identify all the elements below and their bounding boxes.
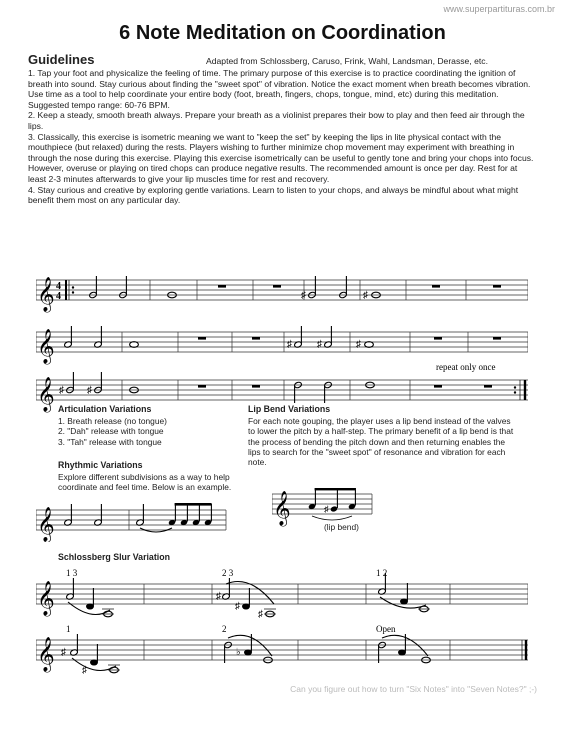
whole-note (365, 342, 374, 348)
guideline-2: 2. Keep a steady, smooth breath always. Prepare your breath as a violinist prepares their bow to play and then feed air through the lips. (28, 110, 525, 131)
lipbend-caption: (lip bend) (324, 522, 359, 532)
treble-clef-icon: 𝄞 (37, 637, 55, 672)
fingering-label: 1 3 (66, 568, 78, 578)
fingering-label: 1 (66, 624, 71, 634)
rhythm-example-staff (36, 500, 236, 542)
sharp-icon: ♯ (216, 591, 221, 602)
treble-clef-icon: 𝄞 (37, 581, 55, 616)
rhythmic-heading: Rhythmic Variations (58, 460, 143, 470)
articulation-heading: Articulation Variations (58, 404, 152, 414)
open-label: Open (376, 624, 396, 634)
sharp-icon: ♯ (301, 290, 306, 301)
slur-staff-2 (36, 620, 528, 680)
whole-rest (252, 385, 260, 388)
whole-rest (493, 337, 501, 340)
lipbend-heading: Lip Bend Variations (248, 404, 331, 414)
fingering-label: 1 2 (376, 568, 388, 578)
flat-icon: ♭ (236, 647, 241, 658)
whole-rest (198, 385, 206, 388)
slur-staff-1 (36, 564, 528, 624)
whole-rest (434, 385, 442, 388)
treble-clef-icon: 𝄞 (37, 377, 55, 412)
list-item: 3. "Tah" release with tongue (58, 436, 162, 447)
whole-rest (434, 337, 442, 340)
sharp-icon: ♯ (87, 385, 92, 396)
sharp-icon: ♯ (258, 609, 263, 620)
whole-rest (484, 385, 492, 388)
treble-clef-icon: 𝄞 (37, 329, 55, 364)
whole-rest (218, 285, 226, 288)
guidelines-heading: Guidelines (28, 52, 95, 67)
list-item: 2. "Dah" release with tongue (58, 426, 164, 437)
time-signature-bottom: 4 (56, 291, 61, 302)
whole-rest (198, 337, 206, 340)
sharp-icon: ♯ (61, 647, 66, 658)
sharp-icon: ♯ (235, 601, 240, 612)
treble-clef-icon: 𝄞 (37, 507, 55, 542)
whole-rest (432, 285, 440, 288)
sharp-icon: ♯ (356, 339, 361, 350)
page-title: 6 Note Meditation on Coordination (119, 22, 446, 44)
lipbend-text: For each note gouping, the player uses a lip bend instead of the valves to lower the pitch by a half-step. The primary benefit of a lip bend is that the process of bending the pitch down and then returning enables the lips to search for the "sweet spot" of resonance and vibration for each note. (248, 416, 514, 468)
music-staff-1 (36, 270, 528, 318)
fingering-label: 2 (222, 624, 227, 634)
fingering-label: 2 3 (222, 568, 234, 578)
articulation-list (58, 416, 167, 447)
sharp-icon: ♯ (287, 339, 292, 350)
whole-note (130, 342, 139, 348)
sharp-icon: ♯ (59, 385, 64, 396)
time-signature-top: 4 (56, 281, 61, 292)
guidelines-body (28, 68, 536, 206)
list-item: 1. Breath release (no tongue) (58, 416, 167, 426)
sharp-icon: ♯ (317, 339, 322, 350)
sharp-icon: ♯ (82, 665, 87, 676)
footer-note: Can you figure out how to turn "Six Notes" into "Seven Notes?" ;-) (290, 684, 537, 694)
repeat-instruction: repeat only once (436, 362, 496, 372)
watermark: www.superpartituras.com.br (443, 4, 555, 14)
whole-rest (252, 337, 260, 340)
adapted-note: Adapted from Schlossberg, Caruso, Frink, Wahl, Landsman, Derasse, etc. (206, 56, 488, 66)
whole-rest (273, 285, 281, 288)
guideline-1: 1. Tap your foot and physicalize the feeling of time. The primary purpose of this exercise is to practice coordinating the ignition of breath into sound. Stay curious about finding the "sweet spot" of vibration. Notice the exact moment when breath becomes vibration. Use time as a tool to help coordinate your entire body (foot, breath, fingers, chops, tongue, mind, etc) during this meditation. Suggested tempo range: 60-76 BPM. (28, 68, 531, 110)
sharp-icon: ♯ (324, 504, 329, 514)
whole-rest (493, 285, 501, 288)
sharp-icon: ♯ (363, 290, 368, 301)
slur-heading: Schlossberg Slur Variation (58, 552, 170, 562)
rhythmic-text: Explore different subdivisions as a way to help coordinate and feel time. Below is an example. (58, 472, 232, 493)
treble-clef-icon: 𝄞 (273, 491, 291, 526)
guideline-4: 4. Stay curious and creative by exploring gentle variations. Learn to listen to your chops, and always be mindful about what might benefit them most on any particular day. (28, 184, 519, 206)
treble-clef-icon: 𝄞 (37, 277, 55, 312)
guideline-3: 3. Classically, this exercise is isometric meaning we want to "keep the set" by keeping the lips in lite physical contact with the mouthpiece (but relaxed) during the rests. Players wishing to further minimize chop movement may experiment with breathing in through the nose during this exercise. Playing this exercise isometrically can be useful to gently tone and bring your chops into focus. However, overuse or playing on tired chops can produce negative results. The recommended amount is once per day. Rest for at least 2-3 minutes afterwards to give your lip muscles time for rest and recovery. (28, 131, 534, 184)
